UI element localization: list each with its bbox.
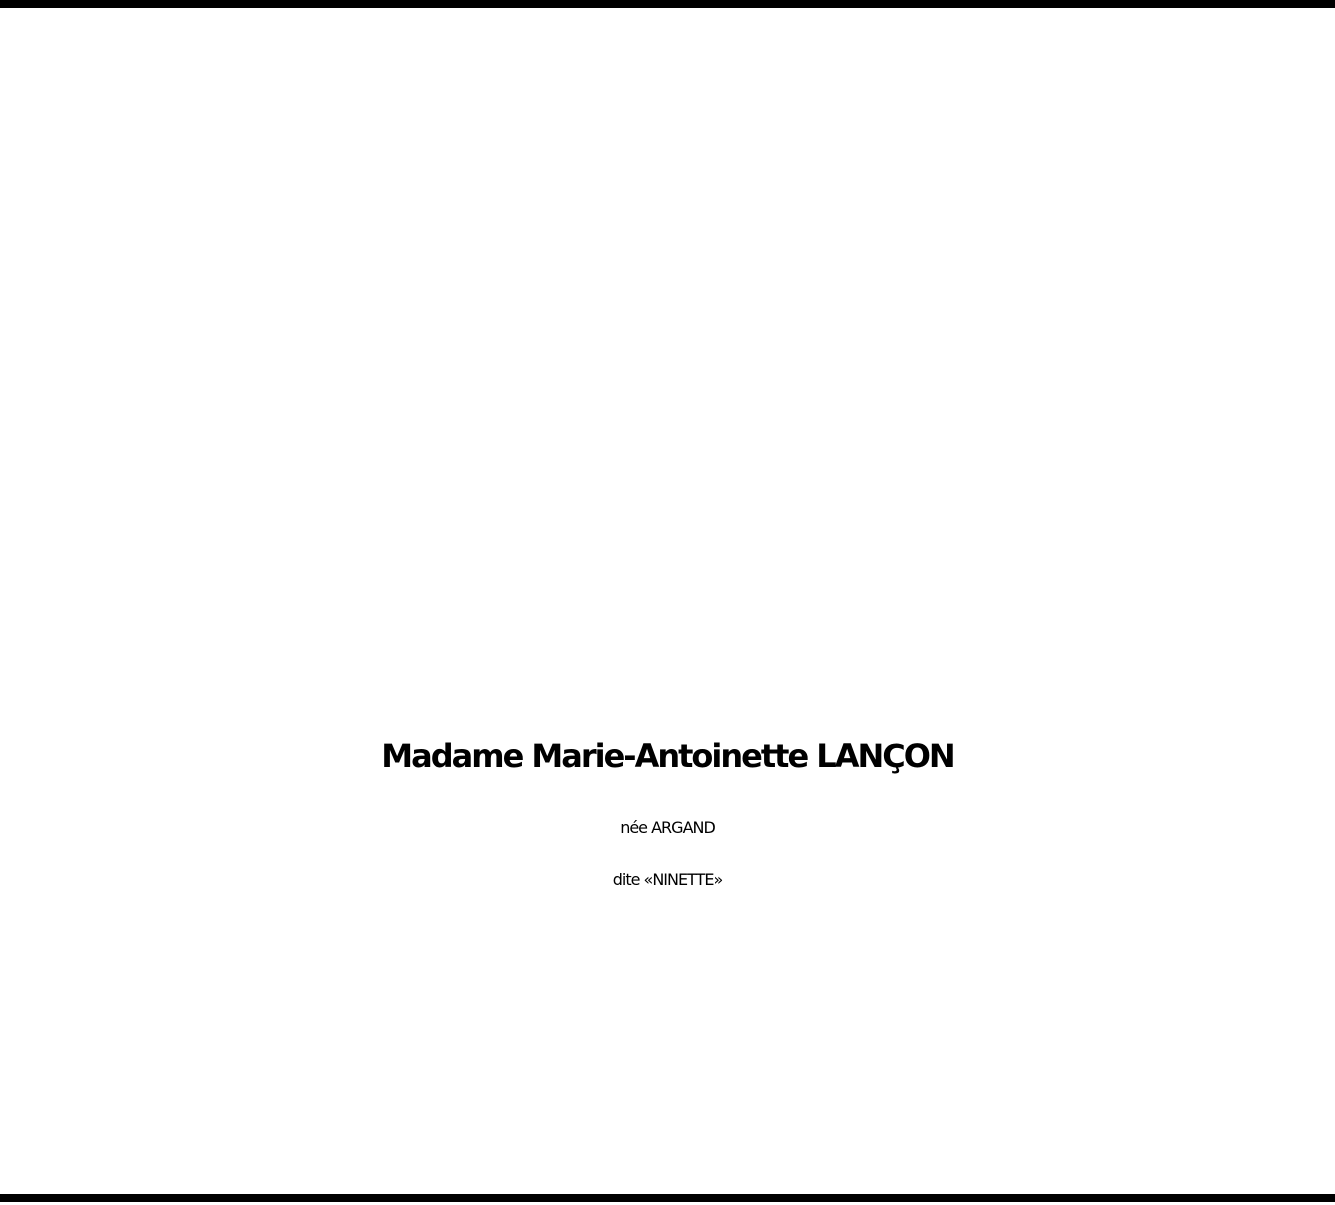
top-border-rule xyxy=(0,0,1335,8)
family-line xyxy=(0,421,1335,461)
family-line xyxy=(0,659,1335,699)
ceremony-info xyxy=(0,964,1335,1078)
family-line xyxy=(0,381,1335,421)
family-line xyxy=(0,25,1335,65)
obituary-notice xyxy=(0,25,1335,1126)
family-line xyxy=(0,619,1335,659)
family-line xyxy=(0,500,1335,540)
death-statement-text xyxy=(0,916,1335,954)
deceased-birth-name: née ARGAND xyxy=(620,818,715,838)
ceremony-line xyxy=(0,964,1335,1002)
family-line xyxy=(0,263,1335,303)
spouse-statement xyxy=(0,1088,1335,1126)
family-line xyxy=(0,65,1335,105)
family-line xyxy=(0,540,1335,580)
family-line xyxy=(0,461,1335,501)
spouse-statement-text xyxy=(0,1088,1335,1126)
family-line xyxy=(0,144,1335,184)
family-line xyxy=(0,104,1335,144)
family-line xyxy=(0,223,1335,263)
family-line xyxy=(0,579,1335,619)
family-line xyxy=(0,342,1335,382)
notice-details xyxy=(0,916,1335,1126)
family-list xyxy=(0,25,1335,698)
deceased-name: Madame Marie-Antoinette LANÇON xyxy=(381,737,954,776)
death-statement xyxy=(0,916,1335,954)
repose-info xyxy=(0,1040,1335,1078)
deceased-nickname: dite «NINETTE» xyxy=(612,870,723,890)
family-line xyxy=(0,302,1335,342)
bottom-border-rule xyxy=(0,1194,1335,1202)
family-line xyxy=(0,183,1335,223)
ceremony-line xyxy=(0,1002,1335,1040)
